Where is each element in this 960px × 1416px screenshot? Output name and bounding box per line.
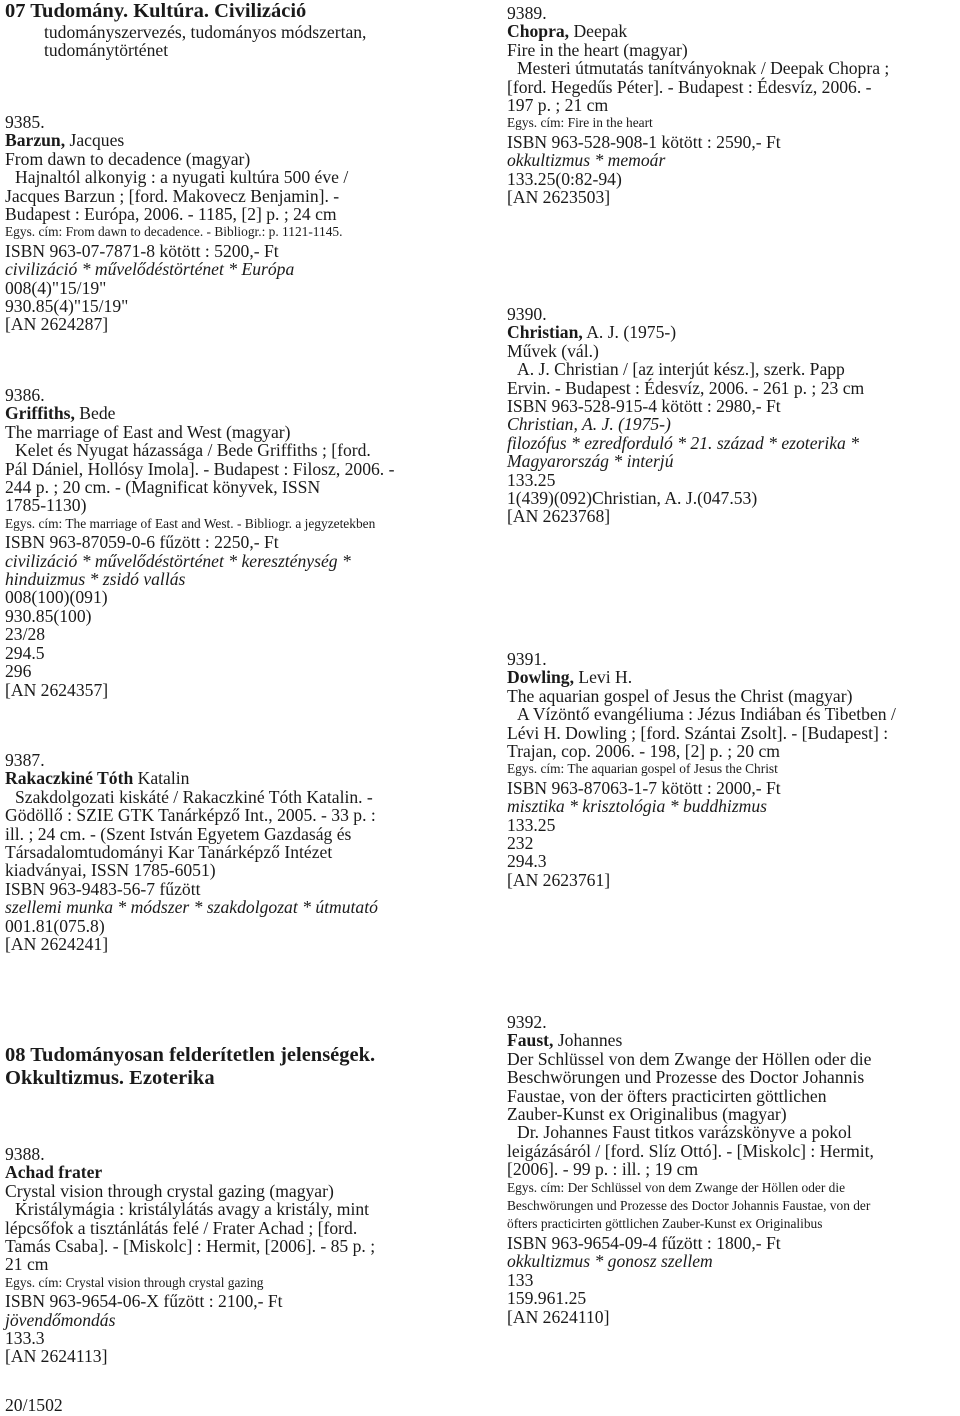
record-subjects: filozófus * ezredforduló * 21. század * ezoterika *	[507, 432, 860, 453]
record-classification: 294.3	[507, 851, 547, 872]
author-name: Achad frater	[5, 1162, 103, 1183]
record-number: 9386.	[5, 385, 45, 405]
record-classification: 930.85(4)"15/19"	[5, 296, 129, 317]
record-number: 9387.	[5, 750, 45, 770]
record-title: Faustae, von der öfters practicirten göttlichen	[507, 1085, 827, 1106]
record-description: A. J. Christian / [az interjút kész.], szerk. Papp	[517, 359, 845, 380]
record-subjects: misztika * krisztológia * buddhizmus	[507, 796, 768, 817]
author-surname: Dowling,	[507, 667, 574, 688]
record-classification: 296	[5, 661, 32, 682]
record-description: Jacques Barzun ; [ford. Makovecz Benjamin]. -	[5, 185, 340, 206]
record-classification: 133	[507, 1269, 534, 1290]
author-surname: Barzun,	[5, 130, 66, 151]
record-subjects: okkultizmus * gonosz szellem	[507, 1251, 713, 1272]
record-classification: 232	[507, 833, 534, 854]
record-note: Egys. cím: From dawn to decadence. - Bibliogr.: p. 1121-1145.	[5, 224, 343, 240]
record-subjects: Magyarország * interjú	[507, 451, 674, 472]
record-an: [AN 2623503]	[507, 187, 611, 208]
record-author	[5, 1163, 375, 1181]
record-description: ill. ; 24 cm. - (Szent István Egyetem Gazdaság és	[5, 823, 352, 844]
record-description: leigázásáról / [ford. Slíz Ottó]. - [Miskolc] : Hermit,	[507, 1140, 874, 1161]
record-9386	[5, 386, 394, 699]
author-forename: A. J. (1975-)	[582, 322, 677, 343]
record-description: Társadalomtudományi Kar Tanárképző Intézet	[5, 842, 333, 863]
record-classification: 133.25(0:82-94)	[507, 168, 622, 189]
record-title: The aquarian gospel of Jesus the Christ (magyar)	[507, 685, 853, 706]
record-description: Budapest : Európa, 2006. - 1185, [2] p. ; 24 cm	[5, 204, 337, 225]
record-description: kiadványai, ISSN 1785-6051)	[5, 860, 216, 881]
section-07-heading	[5, 0, 366, 60]
record-description: Lévi H. Dowling ; [ford. Szántai Zsolt]. - [Budapest] :	[507, 722, 889, 743]
author-forename: Jacques	[65, 130, 125, 151]
record-classification: 159.961.25	[507, 1288, 587, 1309]
record-9389	[507, 4, 889, 206]
record-classification: 133.25	[507, 469, 556, 490]
record-description: [2006]. - 99 p. : ill. ; 19 cm	[507, 1159, 699, 1180]
record-description: Kristálymágia : kristálylátás avagy a kristály, mint	[15, 1199, 370, 1220]
record-description: A Vízöntő evangéliuma : Jézus Indiában és Tibetben /	[517, 704, 896, 725]
record-an: [AN 2624241]	[5, 934, 109, 955]
section-08-heading	[5, 1044, 375, 1090]
record-author	[507, 1031, 874, 1049]
section-title: Okkultizmus. Ezoterika	[5, 1067, 215, 1089]
record-9392	[507, 1013, 874, 1326]
record-author	[507, 668, 896, 686]
record-number: 9389.	[507, 3, 547, 23]
record-note: Egys. cím: Crystal vision through crystal gazing	[5, 1274, 264, 1290]
record-an: [AN 2624113]	[5, 1346, 108, 1367]
author-forename: Bede	[74, 403, 116, 424]
record-number: 9392.	[507, 1012, 547, 1032]
record-classification: 001.81(075.8)	[5, 915, 105, 936]
record-note: öfters practicirten göttlichen Zauber-Kunst ex Originalibus	[507, 1216, 823, 1232]
author-surname: Chopra,	[507, 21, 570, 42]
record-description: 21 cm	[5, 1254, 49, 1275]
record-title: Der Schlüssel von dem Zwange der Höllen oder die	[507, 1048, 872, 1069]
record-9390	[507, 305, 864, 526]
record-description: 244 p. ; 20 cm. - (Magnificat könyvek, ISSN	[5, 477, 321, 498]
record-title: Crystal vision through crystal gazing (magyar)	[5, 1180, 334, 1201]
record-classification: 133.25	[507, 814, 556, 835]
record-subjects: jövendőmondás	[5, 1309, 116, 1330]
record-an: [AN 2624110]	[507, 1306, 610, 1327]
record-classification: 1(439)(092)Christian, A. J.(047.53)	[507, 488, 758, 509]
record-title: Zauber-Kunst ex Originalibus (magyar)	[507, 1104, 787, 1125]
record-9388	[5, 1145, 375, 1366]
author-forename: Levi H.	[573, 667, 633, 688]
record-description: Dr. Johannes Faust titkos varázskönyve a pokol	[517, 1122, 852, 1143]
record-9387	[5, 751, 378, 953]
record-number: 9391.	[507, 649, 547, 669]
record-subjects: civilizáció * művelődéstörténet * Európa	[5, 259, 295, 280]
record-description: Trajan, cop. 2006. - 198, [2] p. ; 20 cm	[507, 741, 780, 762]
record-9391	[507, 650, 896, 889]
record-description: Pál Dániel, Hollósy Imola]. - Budapest : Filosz, 2006. -	[5, 458, 395, 479]
record-subjects: hinduizmus * zsidó vallás	[5, 569, 186, 590]
record-number: 9388.	[5, 1144, 45, 1164]
record-description: Ervin. - Budapest : Édesvíz, 2006. - 261 p. ; 23 cm	[507, 377, 865, 398]
record-classification: 008(100)(091)	[5, 587, 108, 608]
record-description: 1785-1130)	[5, 495, 87, 516]
record-author	[5, 769, 378, 787]
record-title: The marriage of East and West (magyar)	[5, 421, 291, 442]
author-surname: Faust,	[507, 1030, 554, 1051]
record-an: [AN 2624287]	[5, 314, 109, 335]
record-isbn: ISBN 963-9483-56-7 fűzött	[5, 878, 201, 899]
record-note: Beschwörungen und Prozesse des Doctor Johannis Faustae, von der	[507, 1198, 871, 1214]
record-subjects: civilizáció * művelődéstörténet * kereszténység *	[5, 550, 351, 571]
record-author	[5, 404, 394, 422]
record-description: 197 p. ; 21 cm	[507, 95, 609, 116]
record-description: [ford. Hegedűs Péter]. - Budapest : Édesvíz, 2006. -	[507, 76, 872, 97]
record-isbn: ISBN 963-9654-09-4 fűzött : 1800,- Ft	[507, 1232, 781, 1253]
record-number: 9385.	[5, 112, 45, 132]
record-title: Művek (vál.)	[507, 340, 599, 361]
record-title: From dawn to decadence (magyar)	[5, 148, 251, 169]
author-surname: Rakaczkiné Tóth	[5, 768, 134, 789]
record-description: lépcsőfok a tisztánlátás felé / Frater Achad ; [ford.	[5, 1217, 358, 1238]
record-classification: 008(4)"15/19"	[5, 277, 107, 298]
record-subjects: szellemi munka * módszer * szakdolgozat * útmutató	[5, 897, 378, 918]
record-isbn: ISBN 963-528-915-4 kötött : 2980,- Ft	[507, 396, 781, 417]
record-description: Kelet és Nyugat házassága / Bede Griffiths ; [ford.	[15, 440, 371, 461]
author-forename: Johannes	[553, 1030, 623, 1051]
record-classification: 294.5	[5, 642, 45, 663]
record-number: 9390.	[507, 304, 547, 324]
section-title: 07 Tudomány. Kultúra. Civilizáció	[5, 0, 307, 22]
author-surname: Christian,	[507, 322, 583, 343]
record-9385	[5, 113, 348, 334]
record-classification: 133.3	[5, 1328, 45, 1349]
record-author	[5, 131, 348, 149]
section-title: 08 Tudományosan felderítetlen jelenségek.	[5, 1044, 376, 1066]
section-subtitle: tudományszervezés, tudományos módszertan,	[44, 22, 367, 42]
author-forename: Katalin	[133, 768, 190, 789]
record-isbn: ISBN 963-87059-0-6 fűzött : 2250,- Ft	[5, 532, 279, 553]
record-subjects: Christian, A. J. (1975-)	[507, 414, 671, 435]
author-forename: Deepak	[569, 21, 628, 42]
record-description: Gödöllő : SZIE GTK Tanárképző Int., 2005. - 33 p. :	[5, 805, 376, 826]
record-description: Hajnaltól alkonyig : a nyugati kultúra 500 éve /	[15, 167, 349, 188]
record-title: Beschwörungen und Prozesse des Doctor Johannis	[507, 1067, 865, 1088]
page-number: 20/1502	[5, 1395, 63, 1415]
record-isbn: ISBN 963-9654-06-X fűzött : 2100,- Ft	[5, 1291, 283, 1312]
record-title: Fire in the heart (magyar)	[507, 39, 688, 60]
record-an: [AN 2623768]	[507, 506, 611, 527]
record-note: Egys. cím: Der Schlüssel von dem Zwange der Höllen oder die	[507, 1179, 846, 1195]
record-isbn: ISBN 963-528-908-1 kötött : 2590,- Ft	[507, 131, 781, 152]
record-author	[507, 323, 864, 341]
record-description: Szakdolgozati kiskáté / Rakaczkiné Tóth Katalin. -	[15, 786, 373, 807]
author-surname: Griffiths,	[5, 403, 75, 424]
section-subtitle: tudománytörténet	[44, 40, 169, 61]
record-note: Egys. cím: Fire in the heart	[507, 115, 653, 131]
record-author	[507, 22, 889, 40]
record-classification: 23/28	[5, 624, 46, 645]
record-note: Egys. cím: The marriage of East and West. - Bibliogr. a jegyzetekben	[5, 515, 376, 531]
record-subjects: okkultizmus * memoár	[507, 150, 666, 171]
record-description: Mesteri útmutatás tanítványoknak / Deepak Chopra ;	[517, 58, 890, 79]
record-isbn: ISBN 963-07-7871-8 kötött : 5200,- Ft	[5, 240, 279, 261]
record-classification: 930.85(100)	[5, 605, 92, 626]
record-an: [AN 2624357]	[5, 679, 109, 700]
record-an: [AN 2623761]	[507, 869, 611, 890]
record-isbn: ISBN 963-87063-1-7 kötött : 2000,- Ft	[507, 777, 781, 798]
record-note: Egys. cím: The aquarian gospel of Jesus the Christ	[507, 761, 778, 777]
record-description: Tamás Csaba]. - [Miskolc] : Hermit, [2006]. - 85 p. ;	[5, 1236, 376, 1257]
